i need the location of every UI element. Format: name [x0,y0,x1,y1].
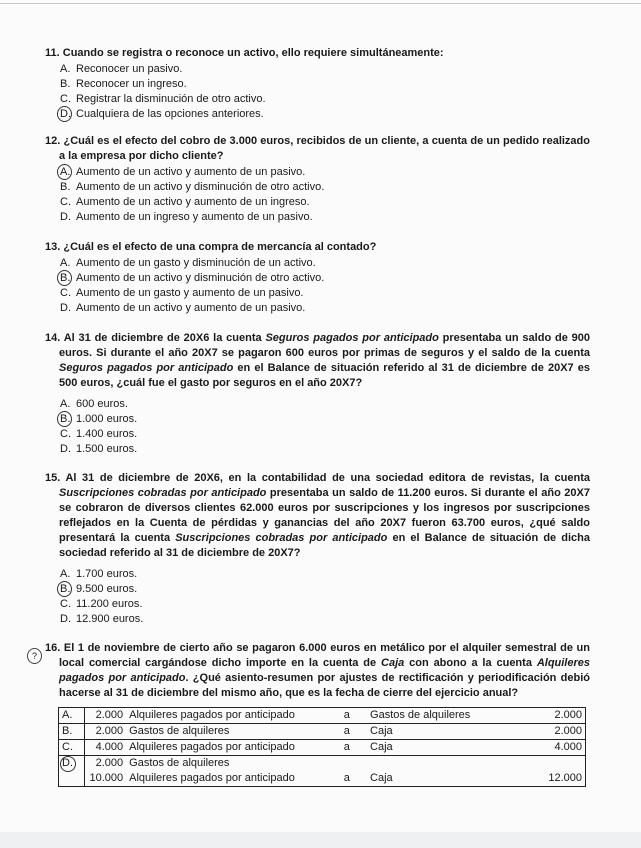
option: C. 11.200 euros. [60,598,143,610]
option-marked: B. Aumento de un activo y disminución de otro activo. [60,272,325,284]
question-13-text: 13. ¿Cuál es el efecto de una compra de mercancía al contado? [45,241,377,253]
option-marked: D. Cualquiera de las opciones anteriores. [60,108,264,120]
option: D. Aumento de un activo y aumento de un pasivo. [60,302,306,314]
option: C. Aumento de un gasto y aumento de un pasivo. [60,287,304,299]
scan-bottom-edge [0,832,641,848]
question-14-text: 14. Al 31 de diciembre de 20X6 la cuenta Seguros pagados por anticipado presentaba un saldo de 900 euros. Si durante el año 20X7 se pagaron 600 euros por primas de seguros y el saldo de la cuenta Seguros pagados por anticipado en el Balance de situación referido al 31 de diciembre de 20X7 es 500 euros, ¿cuál fue el gasto por seguros en el año 20X7? [45,332,591,389]
margin-annotation-circle: ? [27,648,42,664]
option: A. 1.700 euros. [60,568,138,580]
entry-row: C. 4.000 Alquileres pagados por anticipado a Caja 4.000 [59,740,586,756]
option: D. 1.500 euros. [60,443,138,455]
entry-row-continuation: 10.000 Alquileres pagados por anticipado a Caja 12.000 [59,771,586,787]
question-11-text: 11. Cuando se registra o reconoce un activo, ello requiere simultáneamente: [45,47,444,59]
question-12 [45,134,590,225]
entry-row: B. 2.000 Gastos de alquileres a Caja 2.000 [59,724,586,740]
option: B. Reconocer un ingreso. [60,78,187,90]
question-12-text: 12. ¿Cuál es el efecto del cobro de 3.000 euros, recibidos de un cliente, a cuenta de un pedido realizado a la empresa por dicho cliente? [45,135,590,162]
marked-answer-circle: D. [60,107,76,122]
question-14 [45,331,590,457]
option: D. 12.900 euros. [60,613,144,625]
option: A. Reconocer un pasivo. [60,63,183,75]
question-13 [45,240,590,316]
question-15 [45,471,590,627]
entry-row-marked: D. 2.000 Gastos de alquileres [59,756,586,772]
page-top-border [0,3,641,4]
entry-row: A. 2.000 Alquileres pagados por anticipado a Gastos de alquileres 2.000 [59,708,586,724]
option-marked: A. Aumento de un activo y aumento de un pasivo. [60,166,306,178]
question-16 [45,641,590,701]
option: A. 600 euros. [60,398,128,410]
option: A. Aumento de un gasto y disminución de un activo. [60,257,316,269]
journal-entries-table [58,707,586,787]
marked-answer-circle: B. [60,582,76,597]
option-marked: B. 1.000 euros. [60,413,138,425]
option: B. Aumento de un activo y disminución de otro activo. [60,181,325,193]
option: D. Aumento de un ingreso y aumento de un pasivo. [60,211,313,223]
marked-answer-circle: B. [60,412,76,427]
question-11 [45,46,590,122]
question-15-text: 15. Al 31 de diciembre de 20X6, en la contabilidad de una sociedad editora de revistas, la cuenta Suscripciones cobradas por anticipado presentaba un saldo de 11.200 euros. Si durante el año 20X7 se cobraron de diversos clientes 62.000 euros por suscripciones y los ingresos por suscripciones reflejados en la Cuenta de pérdidas y ganancias del año 20X7 fueron 63.700 euros, ¿qué saldo presentará la cuenta Suscripciones cobradas por anticipado en el Balance de situación de dicha sociedad referido al 31 de diciembre de 20X7? [45,472,590,559]
option-marked: B. 9.500 euros. [60,583,138,595]
marked-answer-circle: D. [59,756,85,772]
marked-answer-circle: A. [60,165,76,180]
question-16-text: 16. El 1 de noviembre de cierto año se pagaron 6.000 euros en metálico por el alquiler semestral de un local comercial cargándose dicho importe en la cuenta de Caja con abono a la cuenta Alquileres pagados por anticipado. ¿Qué asiento-resumen por ajustes de rectificación y periodificación debió hacerse al 31 de diciembre del mismo año, que es la fecha de cierre del ejercicio anual? [45,642,590,699]
option: C. Aumento de un activo y aumento de un ingreso. [60,196,310,208]
option: C. 1.400 euros. [60,428,138,440]
option: C. Registrar la disminución de otro activo. [60,93,266,105]
marked-answer-circle: B. [60,271,76,286]
